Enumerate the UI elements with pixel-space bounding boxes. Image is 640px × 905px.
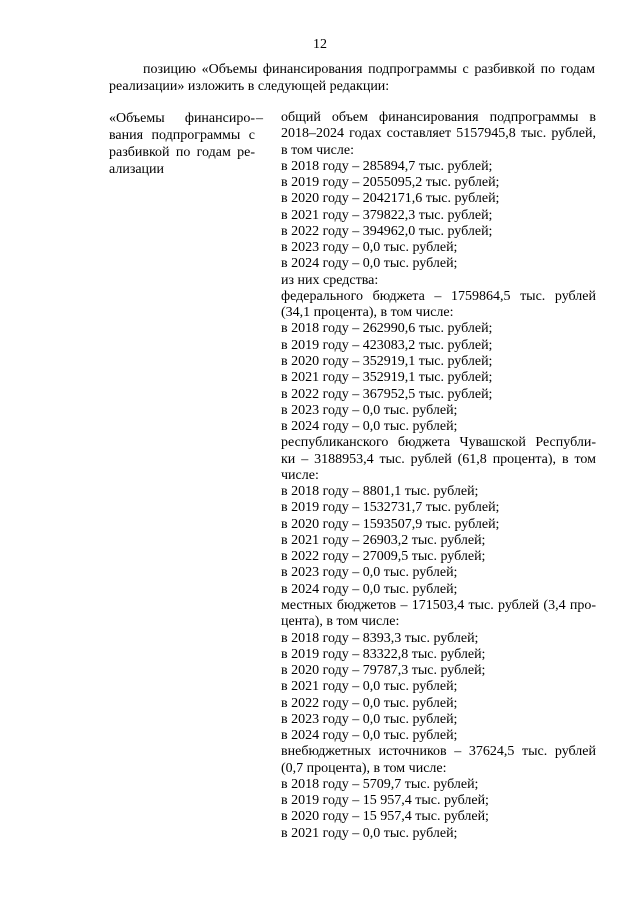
financing-line: в 2024 году – 0,0 тыс. рублей; <box>281 419 458 435</box>
financing-line: цента), в том числе: <box>281 614 400 630</box>
financing-line: в 2022 году – 367952,5 тыс. рублей; <box>281 386 493 402</box>
position-title <box>109 110 255 178</box>
financing-line: внебюджетных источников – 37624,5 тыс. рублей <box>281 744 596 760</box>
financing-line: в 2022 году – 27009,5 тыс. рублей; <box>281 549 486 565</box>
financing-line: в 2019 году – 15 957,4 тыс. рублей; <box>281 793 489 809</box>
financing-line: в 2024 году – 0,0 тыс. рублей; <box>281 728 458 744</box>
financing-line: в 2019 году – 2055095,2 тыс. рублей; <box>281 175 500 191</box>
intro-paragraph <box>109 61 595 95</box>
financing-line: в 2018 году – 8801,1 тыс. рублей; <box>281 484 479 500</box>
financing-line: в 2020 году – 79787,3 тыс. рублей; <box>281 663 486 679</box>
financing-details <box>281 110 596 842</box>
financing-line: в 2024 году – 0,0 тыс. рублей; <box>281 256 458 272</box>
position-title-line: разбивкой по годам ре- <box>109 145 255 160</box>
financing-line: в 2023 году – 0,0 тыс. рублей; <box>281 711 458 727</box>
financing-line: (34,1 процента), в том числе: <box>281 305 454 321</box>
financing-line: в 2021 году – 26903,2 тыс. рублей; <box>281 532 486 548</box>
financing-line: местных бюджетов – 171503,4 тыс. рублей (3,4 про- <box>281 597 596 613</box>
financing-line: республиканского бюджета Чувашской Республи- <box>281 435 596 451</box>
financing-line: в 2024 году – 0,0 тыс. рублей; <box>281 581 458 597</box>
financing-line: в 2022 году – 0,0 тыс. рублей; <box>281 695 458 711</box>
financing-line: (0,7 процента), в том числе: <box>281 760 447 776</box>
financing-line: в 2023 году – 0,0 тыс. рублей; <box>281 402 458 418</box>
financing-line: в 2021 году – 0,0 тыс. рублей; <box>281 825 458 841</box>
financing-line: в том числе: <box>281 142 354 158</box>
financing-line: в 2021 году – 379822,3 тыс. рублей; <box>281 207 493 223</box>
financing-line: числе: <box>281 467 319 483</box>
intro-line: позицию «Объемы финансирования подпрограммы с разбивкой по годам <box>143 62 595 77</box>
financing-line: федерального бюджета – 1759864,5 тыс. рублей <box>281 288 596 304</box>
financing-line: в 2021 году – 352919,1 тыс. рублей; <box>281 370 493 386</box>
financing-line: общий объем финансирования подпрограммы в <box>281 110 596 125</box>
financing-line: в 2023 году – 0,0 тыс. рублей; <box>281 565 458 581</box>
separator-dash: – <box>256 111 263 126</box>
financing-line: 2018–2024 годах составляет 5157945,8 тыс. рублей, <box>281 126 596 142</box>
financing-line: в 2018 году – 8393,3 тыс. рублей; <box>281 630 479 646</box>
intro-line: реализации» изложить в следующей редакции: <box>109 79 390 94</box>
financing-line: в 2018 году – 285894,7 тыс. рублей; <box>281 158 493 174</box>
financing-line: в 2020 году – 352919,1 тыс. рублей; <box>281 353 493 369</box>
financing-line: в 2020 году – 2042171,6 тыс. рублей; <box>281 191 500 207</box>
financing-line: в 2019 году – 1532731,7 тыс. рублей; <box>281 500 500 516</box>
position-title-line: вания подпрограммы с <box>109 128 255 143</box>
financing-line: в 2018 году – 5709,7 тыс. рублей; <box>281 776 479 792</box>
financing-line: в 2020 году – 15 957,4 тыс. рублей; <box>281 809 489 825</box>
page-number: 12 <box>313 37 327 52</box>
financing-line: в 2018 году – 262990,6 тыс. рублей; <box>281 321 493 337</box>
financing-line: в 2020 году – 1593507,9 тыс. рублей; <box>281 516 500 532</box>
financing-line: в 2021 году – 0,0 тыс. рублей; <box>281 679 458 695</box>
position-title-line: ализации <box>109 162 165 177</box>
financing-line: ки – 3188953,4 тыс. рублей (61,8 процента), в том <box>281 451 596 467</box>
financing-line: в 2019 году – 83322,8 тыс. рублей; <box>281 646 486 662</box>
financing-line: в 2019 году – 423083,2 тыс. рублей; <box>281 337 493 353</box>
position-title-line: «Объемы финансиро- <box>109 111 255 126</box>
financing-line: в 2023 году – 0,0 тыс. рублей; <box>281 240 458 256</box>
financing-line: в 2022 году – 394962,0 тыс. рублей; <box>281 223 493 239</box>
financing-line: из них средства: <box>281 272 379 288</box>
